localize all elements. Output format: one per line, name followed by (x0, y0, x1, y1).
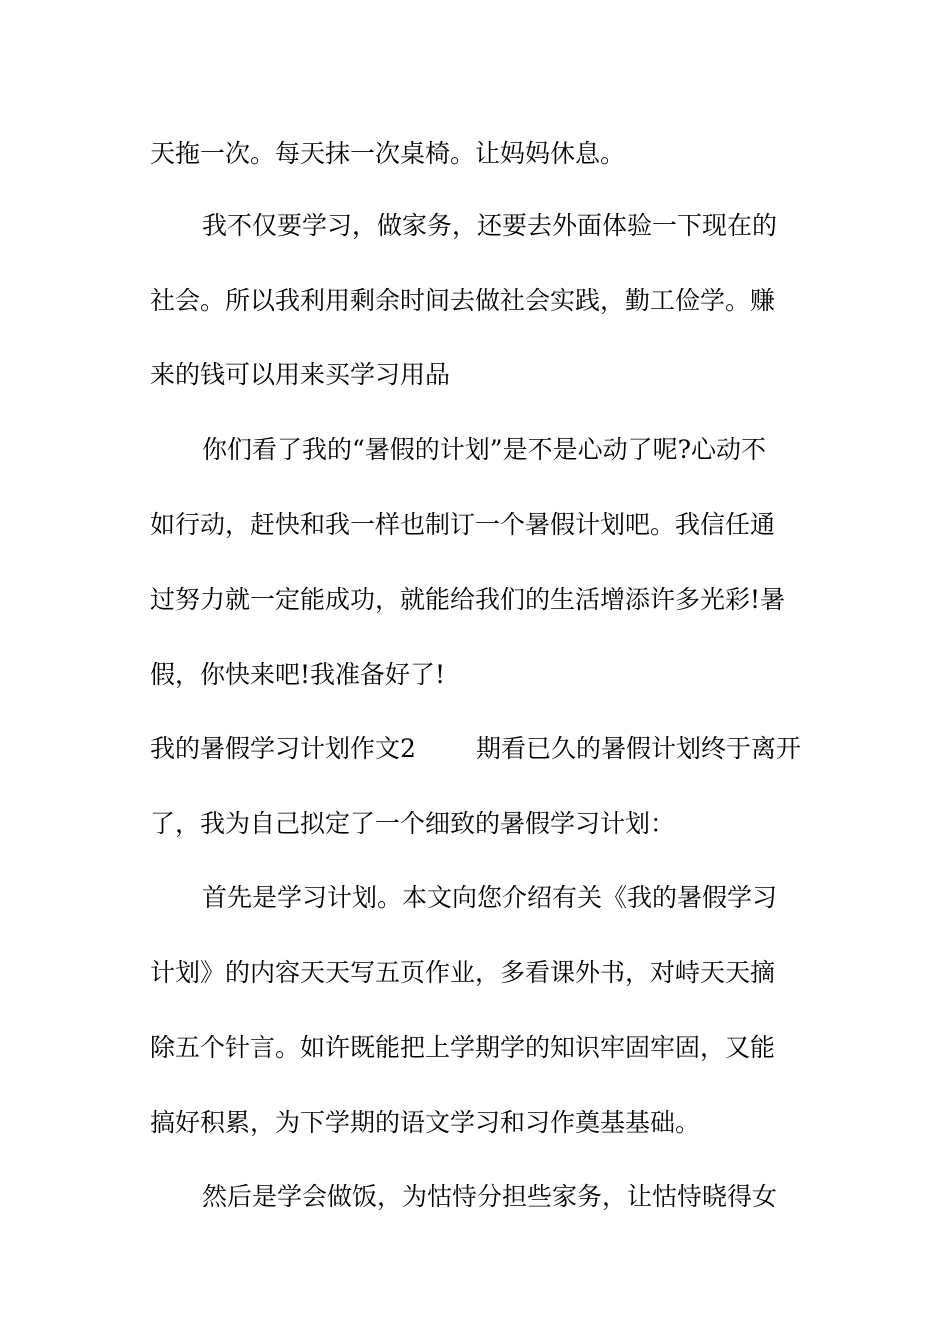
paragraph-line: 来的钱可以用来买学习用品 (150, 360, 451, 389)
paragraph-line: 如行动，赶快和我一样也制订一个暑假计划吧。我信任通 (150, 510, 776, 539)
paragraph-line: 天拖一次。每天抹一次桌椅。让妈妈休息。 (150, 139, 626, 168)
paragraph-line: 然后是学会做饭，为怙恃分担些家务，让怙恃晓得女 (202, 1182, 778, 1211)
paragraph-line: 首先是学习计划。本文向您介绍有关《我的暑假学习 (202, 883, 778, 912)
paragraph-line: 过努力就一定能成功，就能给我们的生活增添许多光彩!暑 (150, 585, 786, 614)
paragraph-line: 假，你快来吧!我准备好了! (150, 660, 446, 689)
paragraph-line: 社会。所以我利用剩余时间去做社会实践，勤工俭学。赚 (150, 286, 776, 315)
paragraph-line: 你们看了我的“暑假的计划”是不是心动了呢?心动不 (202, 435, 766, 464)
essay-title: 我的暑假学习计划作文2 (150, 734, 416, 763)
paragraph-line: 计划》的内容天天写五页作业，多看课外书，对峙天天摘 (150, 958, 776, 987)
paragraph-line: 我不仅要学习，做家务，还要去外面体验一下现在的 (202, 211, 778, 240)
paragraph-line: 了，我为自己拟定了一个细致的暑假学习计划： (150, 809, 676, 838)
paragraph-line: 期看已久的暑假计划终于离开 (476, 734, 802, 763)
paragraph-line: 搞好积累，为下学期的语文学习和习作奠基基础。 (150, 1108, 701, 1137)
paragraph-line: 除五个针言。如许既能把上学期学的知识牢固牢固，又能 (150, 1033, 776, 1062)
